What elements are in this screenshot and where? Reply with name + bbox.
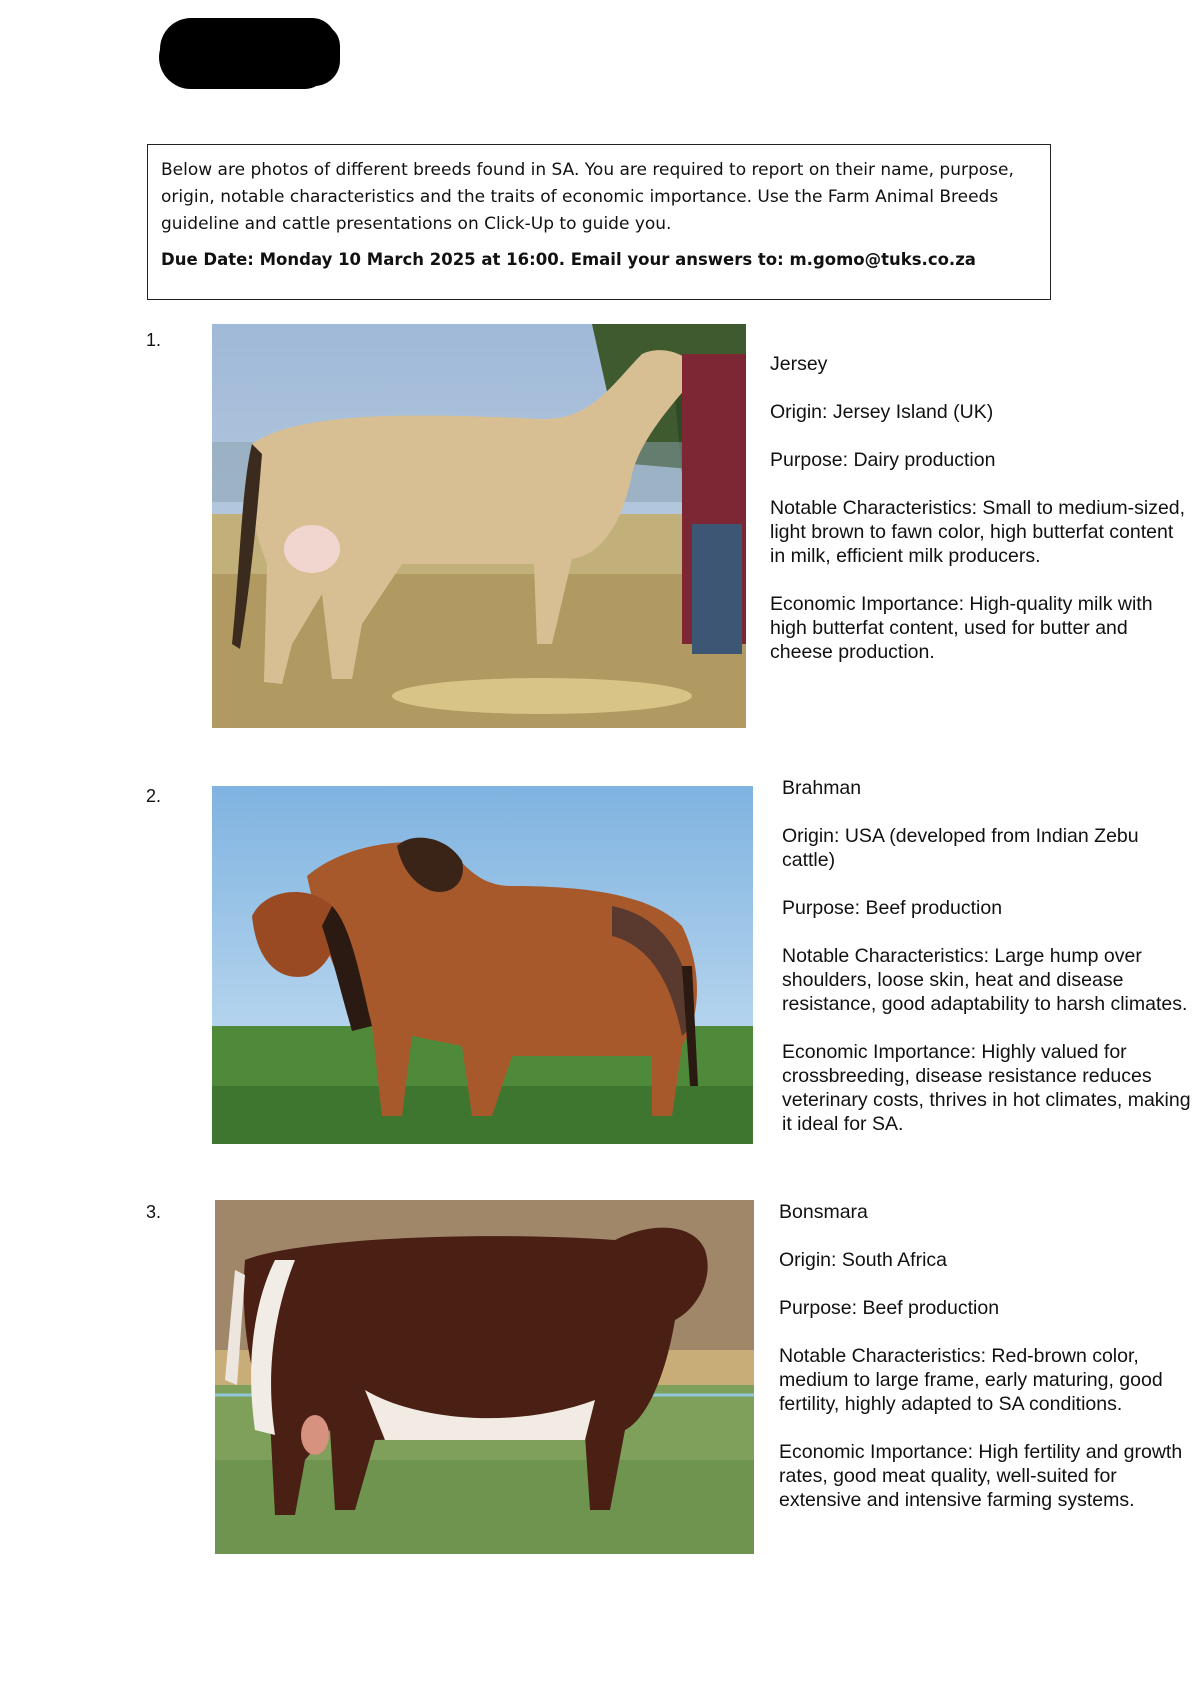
breed-economic-importance: Economic Importance: Highly valued for crossbreeding, disease resistance reduces veterinary costs, thrives in hot climates, making it ideal for SA. — [782, 1041, 1191, 1135]
breed-number: 3. — [146, 1202, 162, 1222]
breed-purpose: Purpose: Beef production — [779, 1297, 1000, 1319]
bonsmara-photo — [215, 1200, 754, 1554]
redacted-handwriting — [160, 18, 336, 84]
breed-origin: Origin: USA (developed from Indian Zebu cattle) — [782, 825, 1139, 871]
breed-purpose: Purpose: Dairy production — [770, 449, 996, 471]
breed-characteristics: Notable Characteristics: Large hump over shoulders, loose skin, heat and disease resistance, good adaptability to harsh climates. — [782, 945, 1188, 1015]
breed-characteristics: Notable Characteristics: Small to medium-sized, light brown to fawn color, high butterfat content in milk, efficient milk producers. — [770, 497, 1186, 567]
breed-name: Bonsmara — [779, 1201, 868, 1223]
breed-number: 1. — [146, 330, 162, 350]
breed-purpose: Purpose: Beef production — [782, 897, 1003, 919]
instructions-text: Below are photos of different breeds found in SA. You are required to report on their name, purpose, origin, notable characteristics and the traits of economic importance. Use the Farm Animal Breeds guideline and cattle presentations on Click-Up to guide you. — [161, 160, 1014, 234]
breed-economic-importance: Economic Importance: High fertility and growth rates, good meat quality, well-suited for extensive and intensive farming systems. — [779, 1441, 1183, 1511]
jersey-photo — [212, 324, 746, 728]
jersey-cow-illustration — [212, 324, 746, 728]
breed-economic-importance: Economic Importance: High-quality milk with high butterfat content, used for butter and cheese production. — [770, 593, 1153, 663]
breed-number: 2. — [146, 786, 162, 806]
breed-info-bonsmara — [779, 1200, 1189, 1536]
breed-info-brahman — [782, 776, 1192, 1160]
breed-info-jersey — [770, 352, 1190, 688]
breed-characteristics: Notable Characteristics: Red-brown color, medium to large frame, early maturing, good fertility, highly adapted to SA conditions. — [779, 1345, 1163, 1415]
brahman-bull-illustration — [212, 786, 753, 1144]
brahman-photo — [212, 786, 753, 1144]
bonsmara-bull-illustration — [215, 1200, 754, 1554]
instructions-box — [147, 144, 1051, 300]
breed-origin: Origin: Jersey Island (UK) — [770, 401, 994, 423]
breed-name: Brahman — [782, 777, 862, 799]
breed-origin: Origin: South Africa — [779, 1249, 947, 1271]
breed-name: Jersey — [770, 353, 828, 375]
due-date: Due Date: Monday 10 March 2025 at 16:00. Email your answers to: m.gomo@tuks.co.za — [161, 250, 976, 269]
